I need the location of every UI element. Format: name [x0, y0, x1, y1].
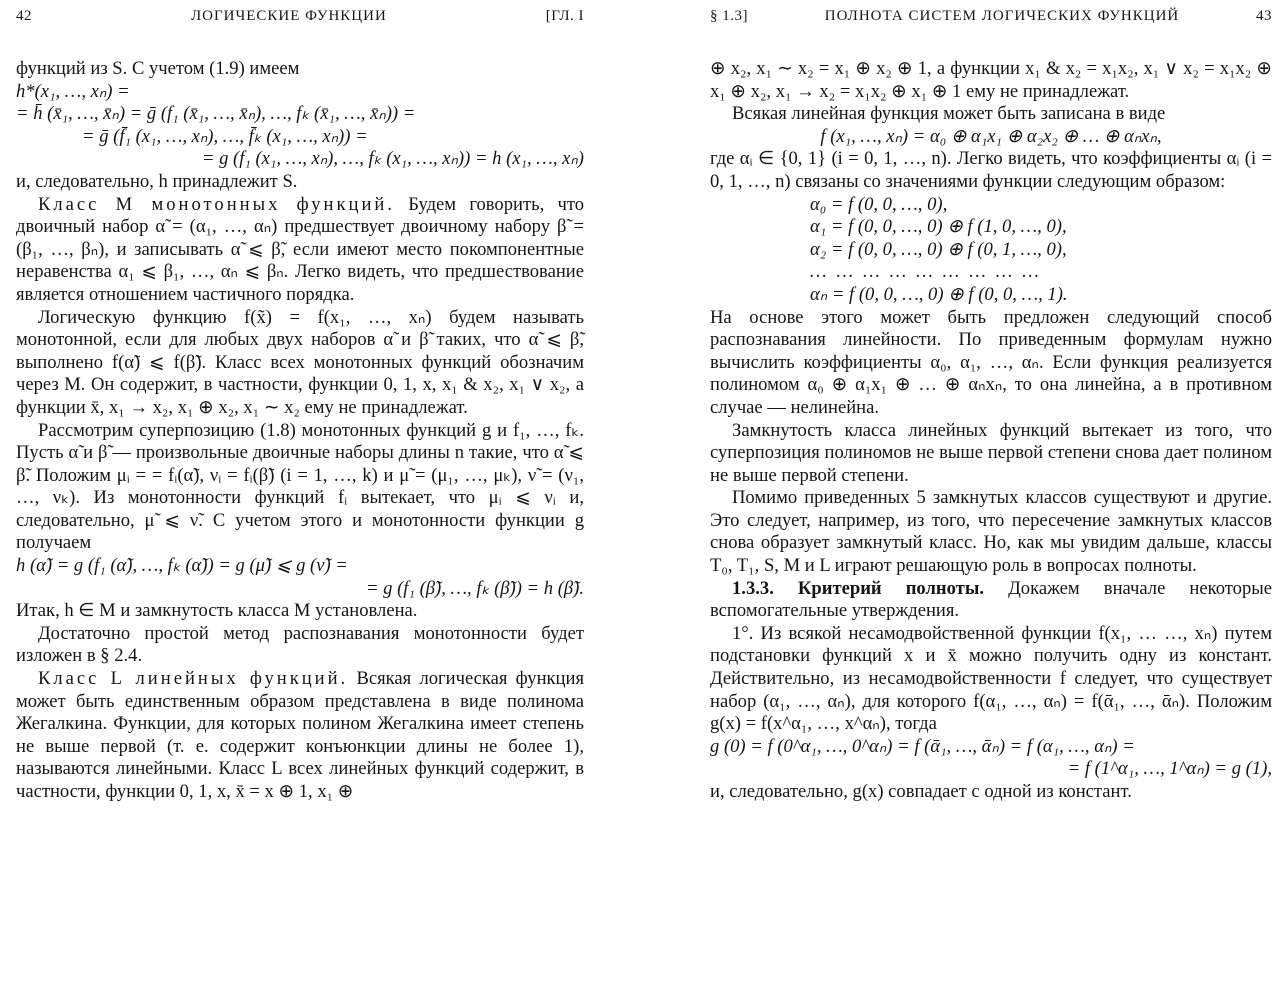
paragraph-text: Рассмотрим суперпозицию (1.8) монотонных функций g и f₁, …, fₖ. Пусть α̃ и β̃ — произвольные двоичные наборы длины n такие, что α̃ ⩽ β̃. Положим μᵢ = = fᵢ(α̃), νᵢ = fᵢ(β̃) (i = 1, …, k) и μ̃ = (μ₁, …, μₖ), ν̃ = (ν₁, …, νₖ). Из монотонности функций fᵢ вытекает, что μᵢ ⩽ νᵢ и, следовательно, μ̃ ⩽ ν̃. С учетом этого и монотонности функции g получаем [16, 419, 584, 554]
subsection-heading: 1.3.3. Критерий полноты. [732, 577, 984, 599]
formula-text: g (0) = f (0^α₁, …, 0^αₙ) = f (ᾱ₁, …, ᾱₙ) = f (α₁, …, αₙ) = [710, 735, 1135, 757]
formula-line [710, 194, 1272, 217]
paragraph-text: Достаточно простой метод распознавания монотонности будет изложен в § 2.4. [16, 622, 584, 667]
paragraph-text: 1°. Из всякой несамодвойственной функции f(x₁, … …, xₙ) путем подстановки функций x и x̄ можно получить одну из констант. Действительно, из несамодвойственности f следует, что существует набор (α₁, …, αₙ), для которого f(α₁, …, αₙ) = f(ᾱ₁, …, ᾱₙ). Положим g(x) = f(x^α₁, …, x^αₙ), тогда [710, 622, 1272, 735]
page-number: 42 [16, 8, 32, 24]
formula-line [16, 555, 584, 578]
formula-line [16, 578, 584, 601]
paragraph [710, 623, 1272, 736]
formula-text: h*(x₁, …, xₙ) = [16, 80, 130, 102]
formula-text: = g (f₁ (β̃), …, fₖ (β̃)) = h (β̃). [365, 577, 584, 599]
chapter-reference: [ГЛ. I [545, 8, 584, 24]
formula-text: α₁ = f (0, 0, …, 0) ⊕ f (1, 0, …, 0), [810, 216, 1067, 238]
paragraph-text: где αᵢ ∈ {0, 1} (i = 0, 1, …, n). Легко видеть, что коэффициенты αᵢ (i = 0, 1, …, n) связаны со значениями функции следующим образом: [710, 148, 1272, 192]
formula-line [710, 261, 1272, 284]
paragraph [710, 578, 1272, 623]
paragraph-text: Итак, h ∈ M и замкнутость класса M установлена. [16, 600, 418, 622]
text-line [710, 148, 1272, 193]
paragraph [710, 103, 1272, 126]
text-line [710, 781, 1272, 804]
formula-text: = ḡ (f̄₁ (x₁, …, xₙ), …, f̄ₖ (x₁, …, xₙ)) = [82, 125, 368, 147]
paragraph [16, 307, 584, 420]
text-line [16, 171, 584, 194]
paragraph [710, 420, 1272, 488]
formula-line [16, 126, 584, 149]
formula-line [710, 758, 1272, 781]
paragraph-text: Всякая линейная функция может быть записана в виде [732, 103, 1166, 125]
paragraph-text: Помимо приведенных 5 замкнутых классов существуют и другие. Это следует, например, из того, что пересечение замкнутых классов снова образует замкнутый класс. Но, как мы увидим дальше, классы T₀, T₁, S, M и L играют решающую роль в вопросах полноты. [710, 487, 1272, 577]
paragraph [16, 194, 584, 307]
paragraph-text: На основе этого может быть предложен следующий способ распознавания линейности. По приведенным формулам нужно вычислить коэффициенты α₀, α₁, …, αₙ. Если функция реализуется полиномом α₀ ⊕ α₁x₁ ⊕ … ⊕ αₙxₙ, то она линейна, а в противном случае — нелинейна. [710, 306, 1272, 418]
paragraph [16, 668, 584, 804]
formula-line [16, 81, 584, 104]
text-line [16, 58, 584, 81]
formula-line [16, 103, 584, 126]
paragraph-text: ⊕ x₂, x₁ ∼ x₂ = x₁ ⊕ x₂ ⊕ 1, а функции x₁ & x₂ = x₁x₂, x₁ ∨ x₂ = x₁x₂ ⊕ x₁ ⊕ x₂, x₁ → x₂ = x₁x₂ ⊕ x₁ ⊕ 1 ему не принадлежат. [710, 58, 1272, 102]
formula-line [710, 736, 1272, 759]
right-page-header [710, 8, 1272, 30]
paragraph-text: Докажем вначале некоторые вспомогательные утверждения. [710, 577, 1272, 622]
paragraph [16, 420, 584, 556]
paragraph-text: Будем говорить, что двоичный набор α̃ = (α₁, …, αₙ) предшествует двоичному набору β̃ = (β₁, …, βₙ), и записывать α̃ ⩽ β̃, если имеют место покомпонентные неравенства α₁ ⩽ β₁, …, αₙ ⩽ βₙ. Легко видеть, что предшествование является отношением частичного порядка. [16, 193, 585, 305]
left-page-header [16, 8, 584, 30]
text-line [710, 307, 1272, 420]
formula-text: h (α̃) = g (f₁ (α̃), …, fₖ (α̃)) = g (μ̃) ⩽ g (ν̃) = [16, 555, 348, 577]
formula-text: α₂ = f (0, 0, …, 0) ⊕ f (0, 1, …, 0), [810, 238, 1067, 260]
right-page-body [710, 58, 1272, 804]
left-page-body [16, 58, 584, 804]
text-line [16, 600, 584, 623]
paragraph-text: Всякая логическая функция может быть единственным образом представлена в виде полинома Жегалкина. Функции, для которых полином Жегалкина имеет степень не выше первой (т. е. содержит конъюнкции длины не более 1), называются линейными. Класс L всех линейных функций содержит, в частности, функции 0, 1, x, x̄ = x ⊕ 1, x₁ ⊕ [16, 668, 585, 802]
formula-line [16, 148, 584, 171]
paragraph [710, 487, 1272, 577]
formula-text: = f (1^α₁, …, 1^αₙ) = g (1), [1067, 758, 1272, 780]
right-page [710, 0, 1272, 986]
formula-line [710, 239, 1272, 262]
paragraph-text: и, следовательно, h принадлежит S. [16, 170, 298, 192]
paragraph-text: функций из S. С учетом (1.9) имеем [16, 58, 300, 79]
page-number: 43 [1256, 8, 1272, 24]
paragraph-text: Замкнутость класса линейных функций вытекает из того, что суперпозиция полиномов не выше первой степени снова дает полином не выше первой степени. [710, 419, 1272, 486]
paragraph-text: Логическую функцию f(x̃) = f(x₁, …, xₙ) будем называть монотонной, если для любых двух наборов α̃ и β̃ таких, что α̃ ⩽ β̃, выполнено f(α̃) ⩽ f(β̃). Класс всех монотонных функций обозначим через M. Он содержит, в частности, функции 0, 1, x, x₁ & x₂, x₁ ∨ x₂, а функции x̄, x₁ → x₂, x₁ ⊕ x₂, x₁ ∼ x₂ ему не принадлежат. [16, 306, 584, 418]
text-line [710, 58, 1272, 103]
left-page [16, 0, 584, 986]
paragraph [16, 623, 584, 668]
section-reference: § 1.3] [710, 8, 748, 24]
formula-text: = g (f₁ (x₁, …, xₙ), …, fₖ (x₁, …, xₙ)) = h (x₁, …, xₙ) [201, 148, 584, 170]
formula-line [710, 126, 1272, 149]
running-title: ЛОГИЧЕСКИЕ ФУНКЦИИ [190, 8, 387, 24]
paragraph-text: и, следовательно, g(x) совпадает с одной из констант. [710, 781, 1132, 802]
running-title: ПОЛНОТА СИСТЕМ ЛОГИЧЕСКИХ ФУНКЦИЙ [824, 8, 1180, 24]
formula-text: ……………………… [810, 261, 1049, 283]
formula-text: αₙ = f (0, 0, …, 0) ⊕ f (0, 0, …, 1). [810, 283, 1068, 305]
formula-text: f (x₁, …, xₙ) = α₀ ⊕ α₁x₁ ⊕ α₂x₂ ⊕ … ⊕ αₙxₙ, [820, 125, 1162, 147]
formula-text: = h̄ (x̄₁, …, x̄ₙ) = ḡ (f₁ (x̄₁, …, x̄ₙ), …, fₖ (x̄₁, …, x̄ₙ)) = [16, 103, 416, 125]
formula-line [710, 284, 1272, 307]
formula-line [710, 216, 1272, 239]
formula-text: α₀ = f (0, 0, …, 0), [810, 193, 948, 215]
spaced-heading: Класс M монотонных функций. [38, 193, 396, 215]
spaced-heading: Класс L линейных функций. [38, 668, 349, 690]
